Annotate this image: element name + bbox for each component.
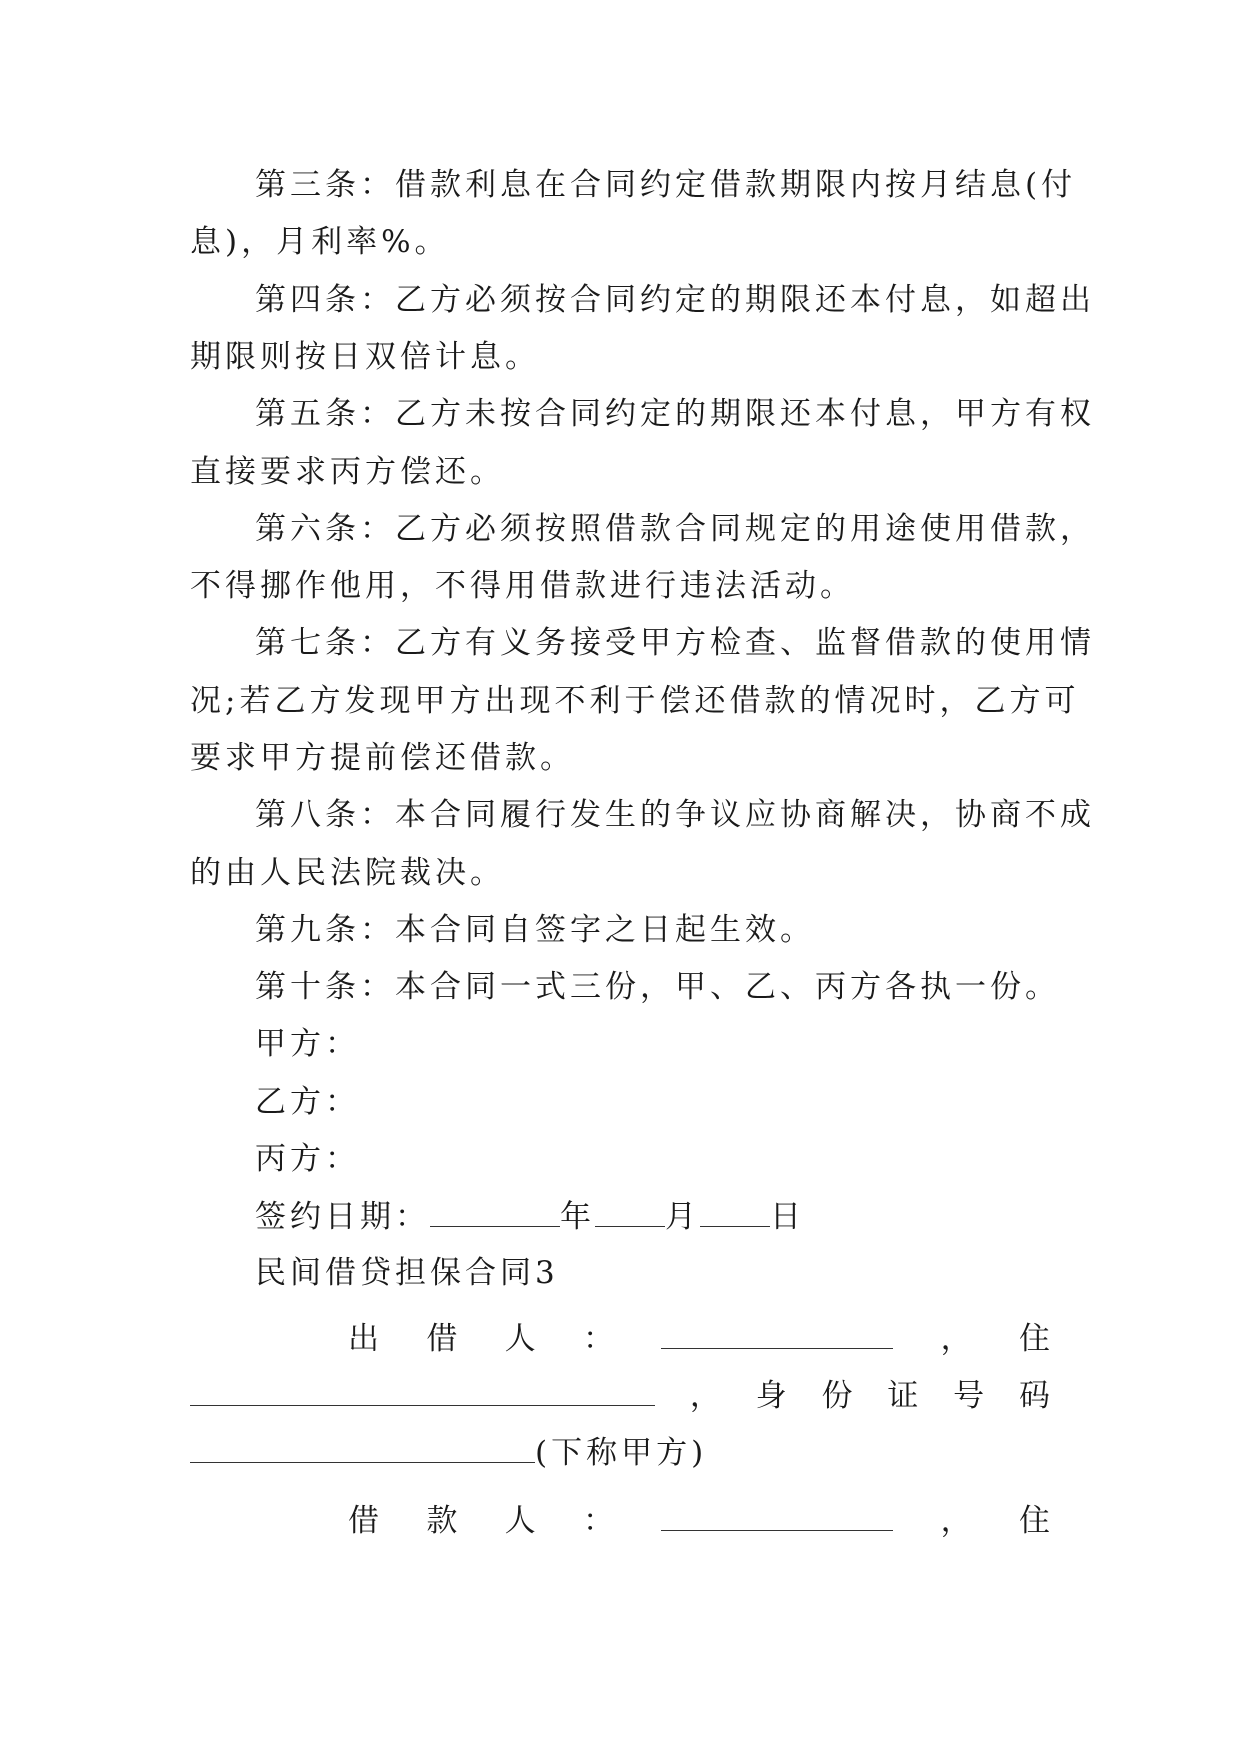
borrower-line-1 <box>348 1500 1050 1541</box>
day-blank <box>700 1196 770 1227</box>
borrower-char-3: 人 <box>504 1503 536 1539</box>
lender-char-4: ： <box>582 1321 614 1357</box>
id-char-3: 证 <box>887 1378 919 1414</box>
party-c-label: 丙方： <box>255 1141 360 1177</box>
article-3-line-1: 第三条：借款利息在合同约定借款期限内按月结息(付 <box>255 167 1077 203</box>
id-char-4: 号 <box>953 1378 985 1414</box>
lender-char-2: 借 <box>426 1321 458 1357</box>
month-blank <box>595 1196 665 1227</box>
id-char-5: 码 <box>1018 1378 1050 1414</box>
lender-comma: ， <box>940 1321 972 1357</box>
borrower-comma: ， <box>940 1503 972 1539</box>
party-b-label: 乙方： <box>255 1084 360 1120</box>
borrower-char-2: 款 <box>426 1503 458 1539</box>
article-10: 第十条：本合同一式三份，甲、乙、丙方各执一份。 <box>255 969 1060 1005</box>
signing-date-label: 签约日期： <box>255 1199 430 1235</box>
section-title: 民间借贷担保合同3 <box>255 1255 559 1291</box>
lender-name-blank <box>661 1318 893 1349</box>
lender-char-1: 出 <box>348 1321 379 1357</box>
lender-line-3 <box>190 1432 1050 1473</box>
article-7-line-2: 况;若乙方发现甲方出现不利于偿还借款的情况时，乙方可 <box>190 683 1080 719</box>
borrower-residence-label: 住 <box>1018 1503 1050 1539</box>
lender-suffix: (下称甲方) <box>535 1435 708 1471</box>
article-6-line-1: 第六条：乙方必须按照借款合同规定的用途使用借款， <box>255 511 1095 547</box>
month-label: 月 <box>665 1199 700 1235</box>
lender-residence-label: 住 <box>1018 1321 1050 1357</box>
borrower-char-1: 借 <box>348 1503 379 1539</box>
lender-comma-2: ， <box>689 1378 721 1414</box>
borrower-name-blank <box>661 1500 893 1531</box>
article-6-line-2: 不得挪作他用，不得用借款进行违法活动。 <box>190 568 855 604</box>
signing-date-line <box>255 1196 1050 1237</box>
article-4-line-1: 第四条：乙方必须按合同约定的期限还本付息，如超出 <box>255 282 1095 318</box>
lender-char-3: 人 <box>504 1321 536 1357</box>
year-blank <box>430 1196 560 1227</box>
article-9: 第九条：本合同自签字之日起生效。 <box>255 912 815 948</box>
article-5-line-1: 第五条：乙方未按合同约定的期限还本付息，甲方有权 <box>255 396 1095 432</box>
party-a-label: 甲方： <box>255 1026 360 1062</box>
article-4-line-2: 期限则按日双倍计息。 <box>190 339 540 375</box>
lender-address-blank <box>190 1375 655 1406</box>
id-char-1: 身 <box>755 1378 787 1414</box>
year-label: 年 <box>560 1199 595 1235</box>
lender-line-1 <box>348 1318 1050 1359</box>
article-8-line-2: 的由人民法院裁决。 <box>190 855 505 891</box>
id-char-2: 份 <box>821 1378 853 1414</box>
lender-id-blank <box>190 1432 535 1463</box>
article-8-line-1: 第八条：本合同履行发生的争议应协商解决，协商不成 <box>255 797 1095 833</box>
article-7-line-3: 要求甲方提前偿还借款。 <box>190 740 575 776</box>
day-label: 日 <box>770 1199 805 1235</box>
borrower-char-4: ： <box>582 1503 614 1539</box>
article-3-line-2: 息)，月利率%。 <box>190 224 450 260</box>
lender-line-2 <box>190 1375 1050 1416</box>
article-7-line-1: 第七条：乙方有义务接受甲方检查、监督借款的使用情 <box>255 625 1095 661</box>
article-5-line-2: 直接要求丙方偿还。 <box>190 454 505 490</box>
